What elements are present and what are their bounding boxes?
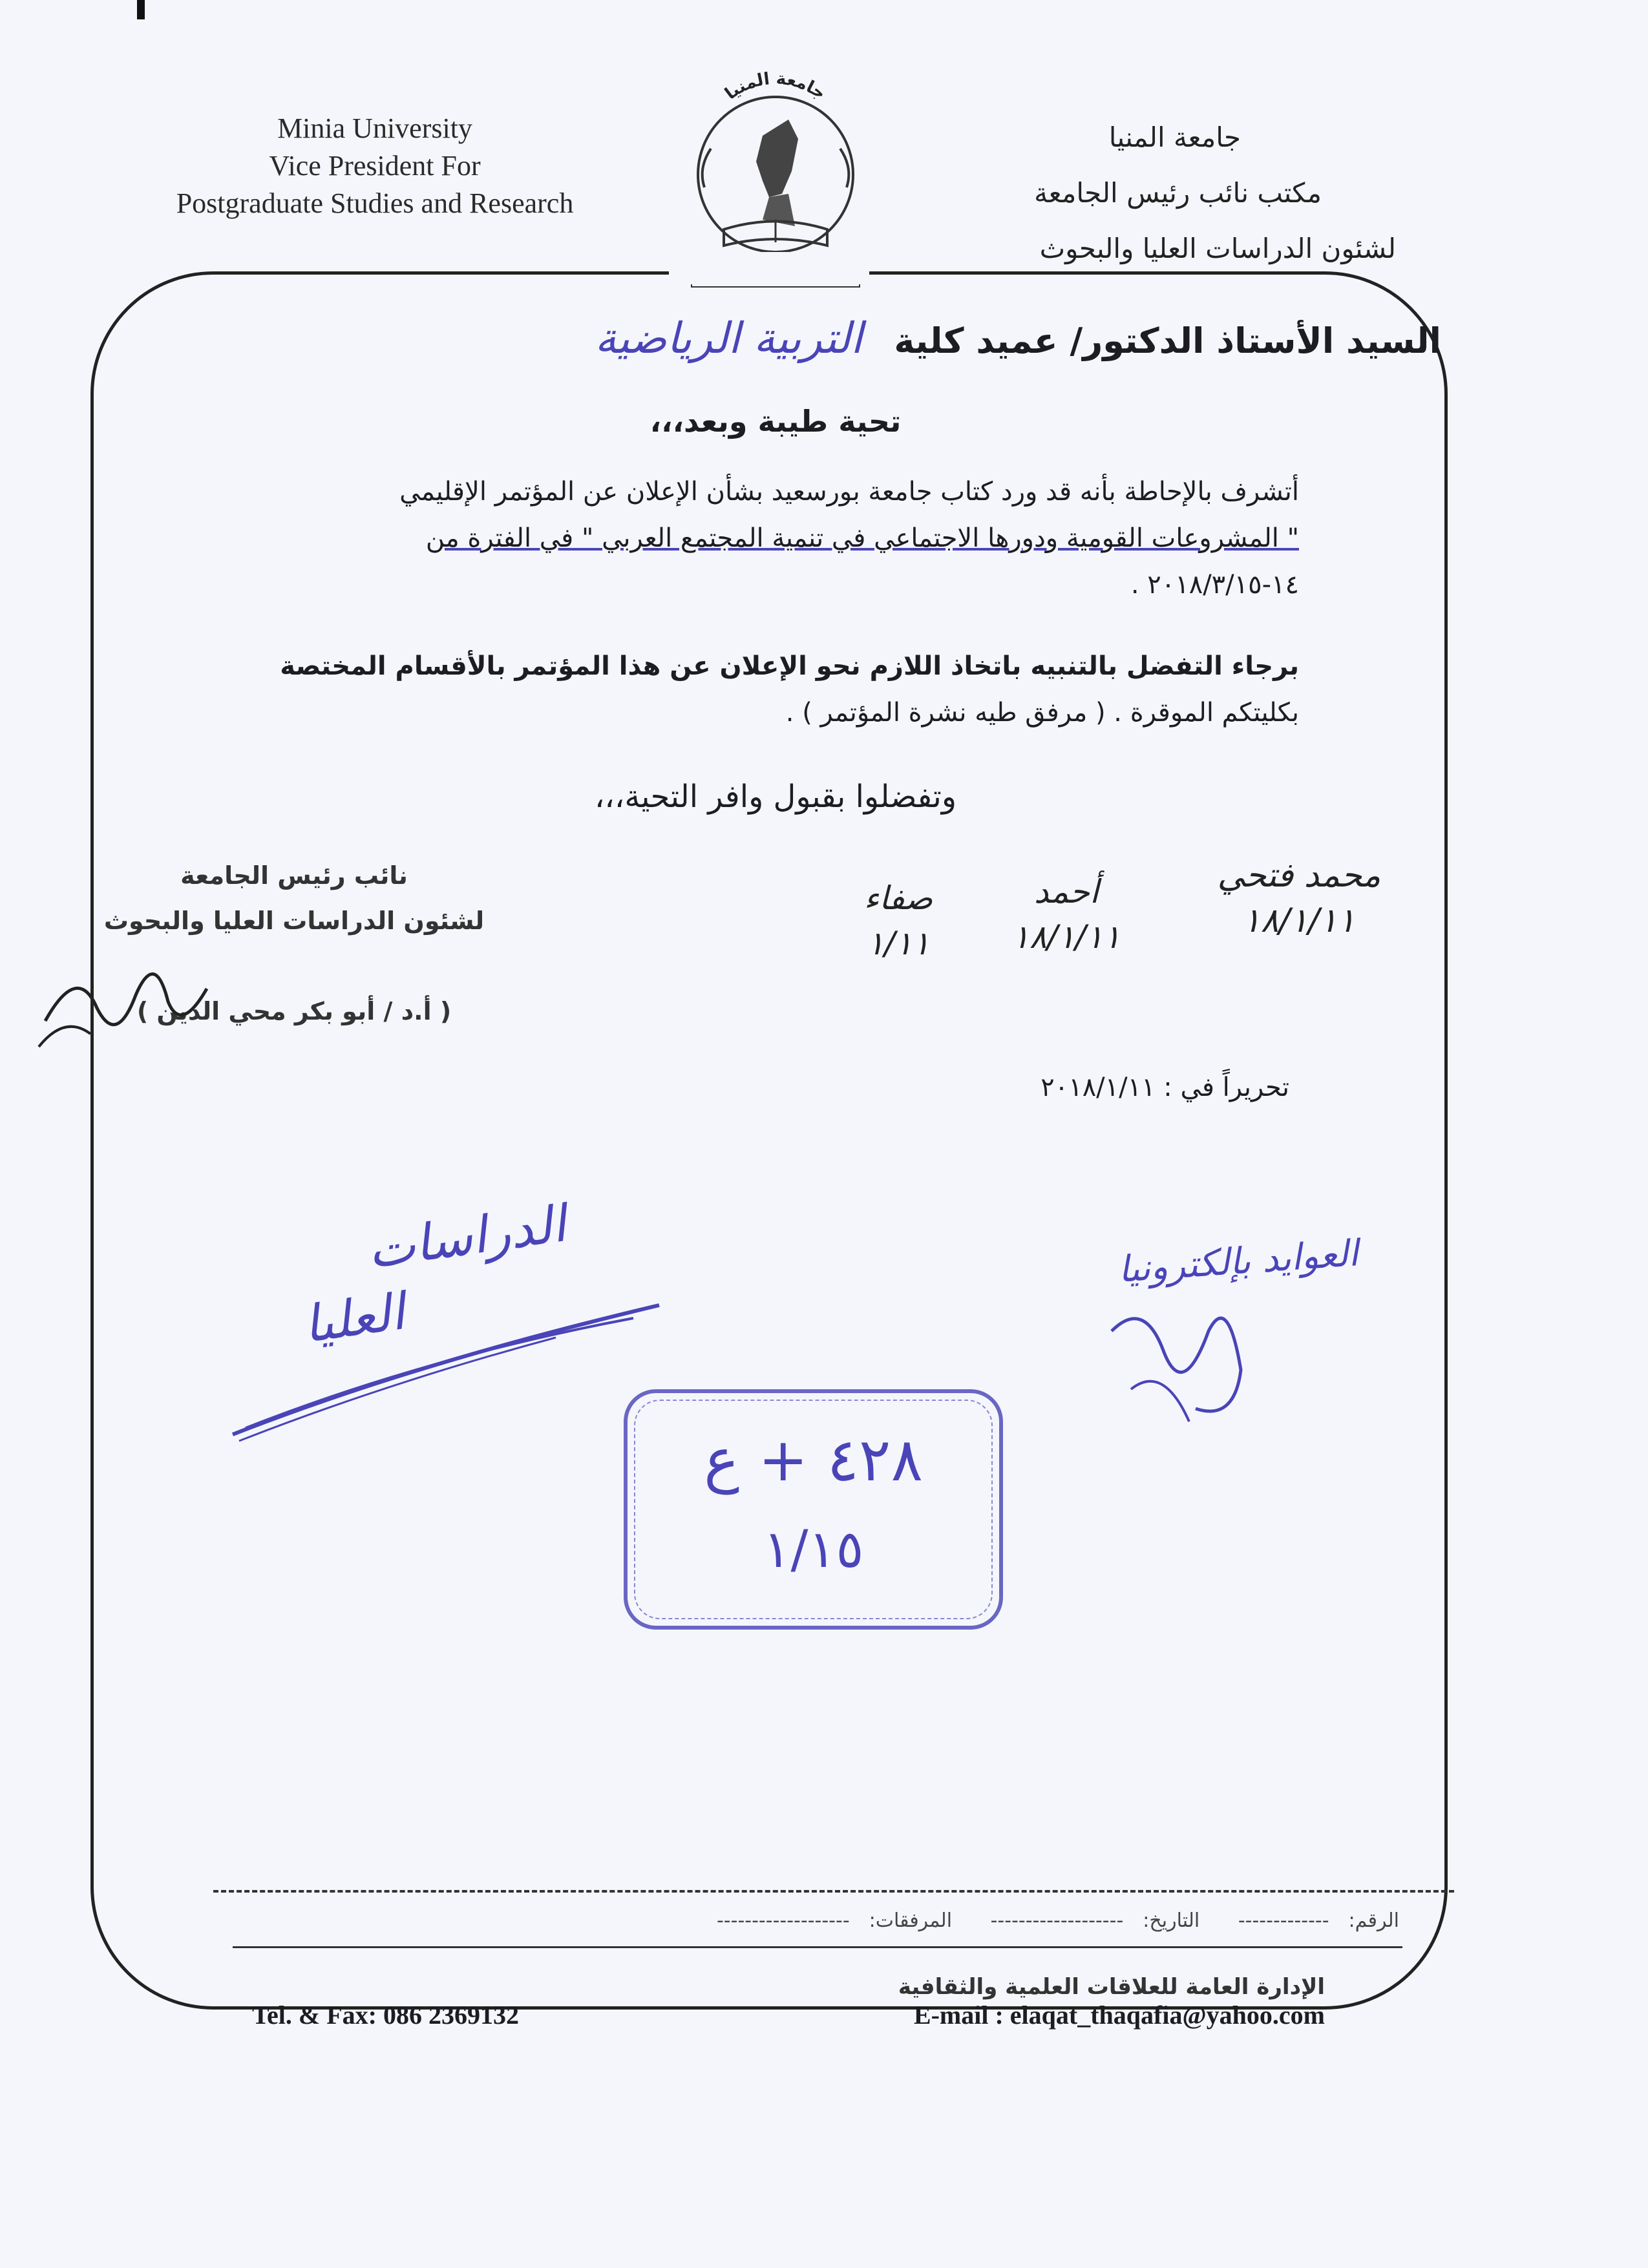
date-written: تحريراً في : ٢٠١٨/١/١١ — [1041, 1073, 1289, 1102]
ref-blank: ------------- — [1238, 1909, 1329, 1932]
header-arabic-line-1: جامعة المنيا — [1108, 121, 1241, 153]
paragraph-1 — [239, 468, 1299, 608]
initial-2-name: أحمد — [1034, 873, 1099, 910]
footer-tel-fax: Tel. & Fax: 086 2369132 — [252, 2000, 519, 2030]
initial-3 — [827, 876, 969, 966]
initial-1-name: محمد فتحي — [1217, 856, 1381, 895]
initial-3-date: ١/١١ — [867, 925, 930, 962]
header-english-line-2: Vice President For — [269, 150, 481, 182]
initial-1 — [1215, 853, 1383, 943]
initial-3-name: صفاء — [863, 879, 933, 917]
footer-divider — [233, 1946, 1402, 1948]
svg-text:جامعة المنيا — [721, 69, 829, 104]
date-label: التاريخ: — [1143, 1909, 1200, 1932]
signature-scribble-icon — [26, 937, 220, 1066]
header-arabic — [885, 110, 1396, 277]
greeting: تحية طيبة وبعد،،، — [650, 404, 902, 439]
addressee-handwritten: التربية الرياضية — [595, 313, 863, 363]
binding-mark — [137, 0, 145, 19]
footer-dashed-divider — [213, 1890, 1454, 1893]
header-english-line-3: Postgraduate Studies and Research — [176, 187, 574, 219]
logo-arc-text: جامعة المنيا — [721, 68, 830, 104]
signatory-title-2: لشئون الدراسات العليا والبحوث — [103, 907, 485, 935]
header-arabic-line-2: مكتب نائب رئيس الجامعة — [1034, 177, 1322, 209]
note-right: العوايد بإلكترونيا — [1117, 1232, 1360, 1291]
note-left-line-1: الدراسات — [364, 1195, 569, 1281]
addressee-text: السيد الأستاذ الدكتور/ عميد كلية — [894, 320, 1441, 361]
paragraph-1-line-3: ١٤-٢٠١٨/٣/١٥ . — [1130, 570, 1299, 600]
header-english-line-1: Minia University — [277, 112, 472, 144]
initial-1-date: ١٨/١/١١ — [1242, 901, 1356, 940]
addressee-line — [595, 313, 1441, 363]
attachments-label: المرفقات: — [869, 1909, 953, 1932]
paragraph-2 — [239, 643, 1299, 736]
stamp-date: ١/١٥ — [763, 1519, 864, 1579]
footer-department: الإدارة العامة للعلاقات العلمية والثقافية — [898, 1974, 1325, 2000]
note-right-scribble-icon — [1092, 1292, 1260, 1441]
header-arabic-line-3: لشئون الدراسات العليا والبحوث — [1039, 233, 1396, 264]
attachments-blank: ------------------- — [716, 1909, 850, 1932]
stamp-number: ٤٢٨ + ع — [704, 1425, 923, 1495]
paragraph-2-line-2: بكليتكم الموقرة . ( مرفق طيه نشرة المؤتمر ) . — [785, 698, 1299, 728]
header-english — [136, 110, 614, 222]
signatory-title-1: نائب رئيس الجامعة — [180, 861, 408, 890]
signatory-name: ( أ.د / أبو بكر محي الدين ) — [136, 997, 452, 1025]
date-blank: ------------------- — [990, 1909, 1124, 1932]
frame-gap — [669, 252, 869, 284]
incoming-stamp — [624, 1389, 1003, 1630]
note-left-line-2: العليا — [300, 1283, 408, 1355]
paragraph-1-line-1: أتشرف بالإحاطة بأنه قد ورد كتاب جامعة بورسعيد بشأن الإعلان عن المؤتمر الإقليمي — [399, 477, 1299, 507]
reference-line — [697, 1909, 1399, 1932]
closing: وتفضلوا بقبول وافر التحية،،، — [594, 779, 957, 815]
note-strike-icon — [220, 1286, 672, 1454]
ref-label: الرقم: — [1348, 1909, 1399, 1932]
footer-email: E-mail : elaqat_thaqafia@yahoo.com — [913, 2000, 1325, 2030]
paragraph-2-line-1: برجاء التفضل بالتنبيه باتخاذ اللازم نحو الإعلان عن هذا المؤتمر بالأقسام المختصة — [280, 651, 1299, 681]
paragraph-1-line-2: " المشروعات القومية ودورها الاجتماعي في تنمية المجتمع العربي " في الفترة من — [425, 523, 1299, 553]
initial-2 — [995, 869, 1137, 960]
initial-2-date: ١٨/١/١١ — [1012, 918, 1121, 956]
